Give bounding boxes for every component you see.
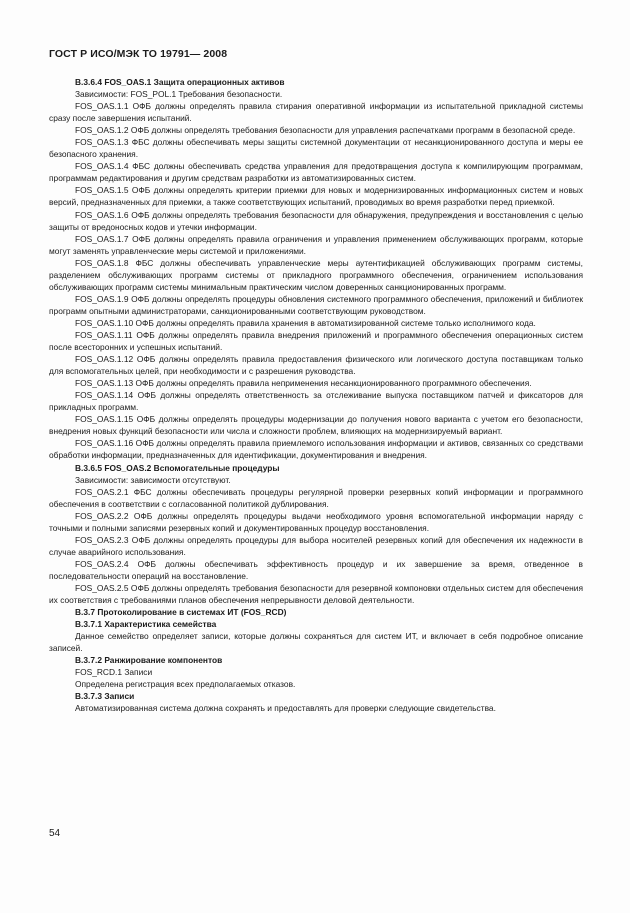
paragraph: Данное семейство определяет записи, которые должны сохраняться для систем ИТ, и включает в себя подробное описание записей. — [49, 631, 583, 654]
paragraph: FOS_OAS.1.14 ОФБ должны определять ответственность за отслеживание выпуска поставщиком патчей и фиксаторов для прикладных программ. — [49, 390, 583, 413]
paragraph: FOS_OAS.2.2 ОФБ должны определять процедуры выдачи необходимого уровня вспомогательной информации наряду с точными и полными записями резервных копий и документированных процедур восстановления. — [49, 510, 583, 533]
section-heading: B.3.7 Протоколирование в системах ИТ (FOS_RCD) — [75, 607, 287, 618]
paragraph: FOS_OAS.1.8 ФБС должны обеспечивать управленческие меры аутентификацией обслуживающих программ системы, разделением обслуживающих программ системы от прикладного программного обеспечения, ограничением использования обслуживающих программ системы минимальным практическим числом доверенных санкционированных программ. — [49, 257, 583, 292]
paragraph: FOS_OAS.1.11 ОФБ должны определять правила внедрения приложений и программного обеспечения операционных систем после всесторонних и успешных испытаний. — [49, 329, 583, 353]
section-heading: B.3.7.2 Ранжирование компонентов — [75, 655, 223, 666]
paragraph: FOS_OAS.1.7 ОФБ должны определять правила ограничения и управления применением обслуживающих программ, которые могут заменять управленческие меры системой и приложениями. — [49, 233, 583, 256]
paragraph: FOS_OAS.1.15 ОФБ должны определять процедуры модернизации до получения нового варианта с учетом его безопасности, внедрения новых функций безопасности или числа и сложности проблем, влияющих на модернизируемый вариант. — [49, 414, 583, 437]
section-heading: B.3.6.5 FOS_OAS.2 Вспомогательные процедуры — [75, 462, 280, 473]
paragraph: FOS_OAS.1.2 ОФБ должны определять требования безопасности для управления распечатками программ в безопасной среде. — [75, 125, 576, 136]
paragraph: FOS_OAS.1.1 ОФБ должны определять правила стирания оперативной информации из испытательной прикладной системы сразу после завершения испытаний. — [49, 101, 583, 124]
paragraph: FOS_OAS.1.6 ОФБ должны определять требования безопасности для обнаружения, предупреждения и восстановления с целью защиты от вредоносных кодов и утечки информации. — [49, 209, 583, 232]
paragraph: FOS_OAS.1.4 ФБС должны обеспечивать средства управления для предотвращения доступа к компилирующим программам, программам редактирования и другим средствам разработки из автоматизированных систем. — [49, 161, 583, 184]
section-heading: B.3.7.3 Записи — [75, 691, 135, 702]
paragraph: Зависимости: FOS_POL.1 Требования безопасности. — [75, 89, 283, 100]
document-body — [49, 76, 583, 714]
paragraph: FOS_OAS.2.5 ОФБ должны определять требования безопасности для резервной компоновки отдельных систем для обеспечения их соответствия с требованиями планов обеспечения непрерывности деловой деятельности. — [49, 582, 583, 606]
paragraph: Автоматизированная система должна сохранять и предоставлять для проверки следующие свидетельства. — [75, 703, 496, 714]
paragraph: Зависимости: зависимости отсутствуют. — [75, 474, 231, 485]
paragraph: FOS_OAS.1.10 ОФБ должны определять правила хранения в автоматизированной системе только исполнимого кода. — [75, 317, 536, 328]
section-heading: B.3.6.4 FOS_OAS.1 Защита операционных активов — [75, 77, 285, 87]
paragraph: FOS_OAS.1.16 ОФБ должны определять правила приемлемого использования информации и активов, связанных со средствами обработки информации, предназначенных для идентификации, документирования и внедрения. — [49, 438, 583, 461]
paragraph: FOS_OAS.2.3 ОФБ должны определять процедуры для выбора носителей резервных копий для обеспечения их надежности в случае аварийного использования. — [49, 534, 583, 557]
paragraph: Определена регистрация всех предполагаемых отказов. — [75, 679, 296, 690]
section-heading: B.3.7.1 Характеристика семейства — [75, 619, 217, 630]
paragraph: FOS_OAS.1.3 ФБС должны обеспечивать меры защиты системной документации от несанкционированного доступа и меры ее безопасного хранения. — [49, 137, 583, 160]
paragraph: FOS_RCD.1 Записи — [75, 667, 153, 678]
document-header: ГОСТ Р ИСО/МЭК ТО 19791— 2008 — [49, 48, 228, 60]
paragraph: FOS_OAS.2.1 ФБС должны обеспечивать процедуры регулярной проверки резервных копий информации и программного обеспечения в соответствии с согласованной политикой дублирования. — [49, 486, 583, 509]
paragraph: FOS_OAS.1.13 ОФБ должны определять правила неприменения несанкционированного программного обеспечения. — [75, 378, 532, 389]
page-number: 54 — [49, 828, 61, 839]
paragraph: FOS_OAS.1.5 ОФБ должны определять критерии приемки для новых и модернизированных информационных систем и новых версий, предназначенных для приемки, а также соответствующих испытаний, проводимых во время разработки перед приемкой. — [49, 185, 583, 208]
paragraph: FOS_OAS.1.12 ОФБ должны определять правила предоставления физического или логического доступа поставщикам только для вспомогательных целей, при необходимости и с разрешения руководства. — [49, 354, 583, 377]
paragraph: FOS_OAS.1.9 ОФБ должны определять процедуры обновления системного программного обеспечения, приложений и библиотек программ опытными администраторами, санкционированными соответствующим руководством. — [49, 293, 583, 316]
paragraph: FOS_OAS.2.4 ОФБ должны обеспечивать эффективность процедур и их завершение за время, отведенное в последовательности операций на восстановление. — [49, 558, 583, 581]
